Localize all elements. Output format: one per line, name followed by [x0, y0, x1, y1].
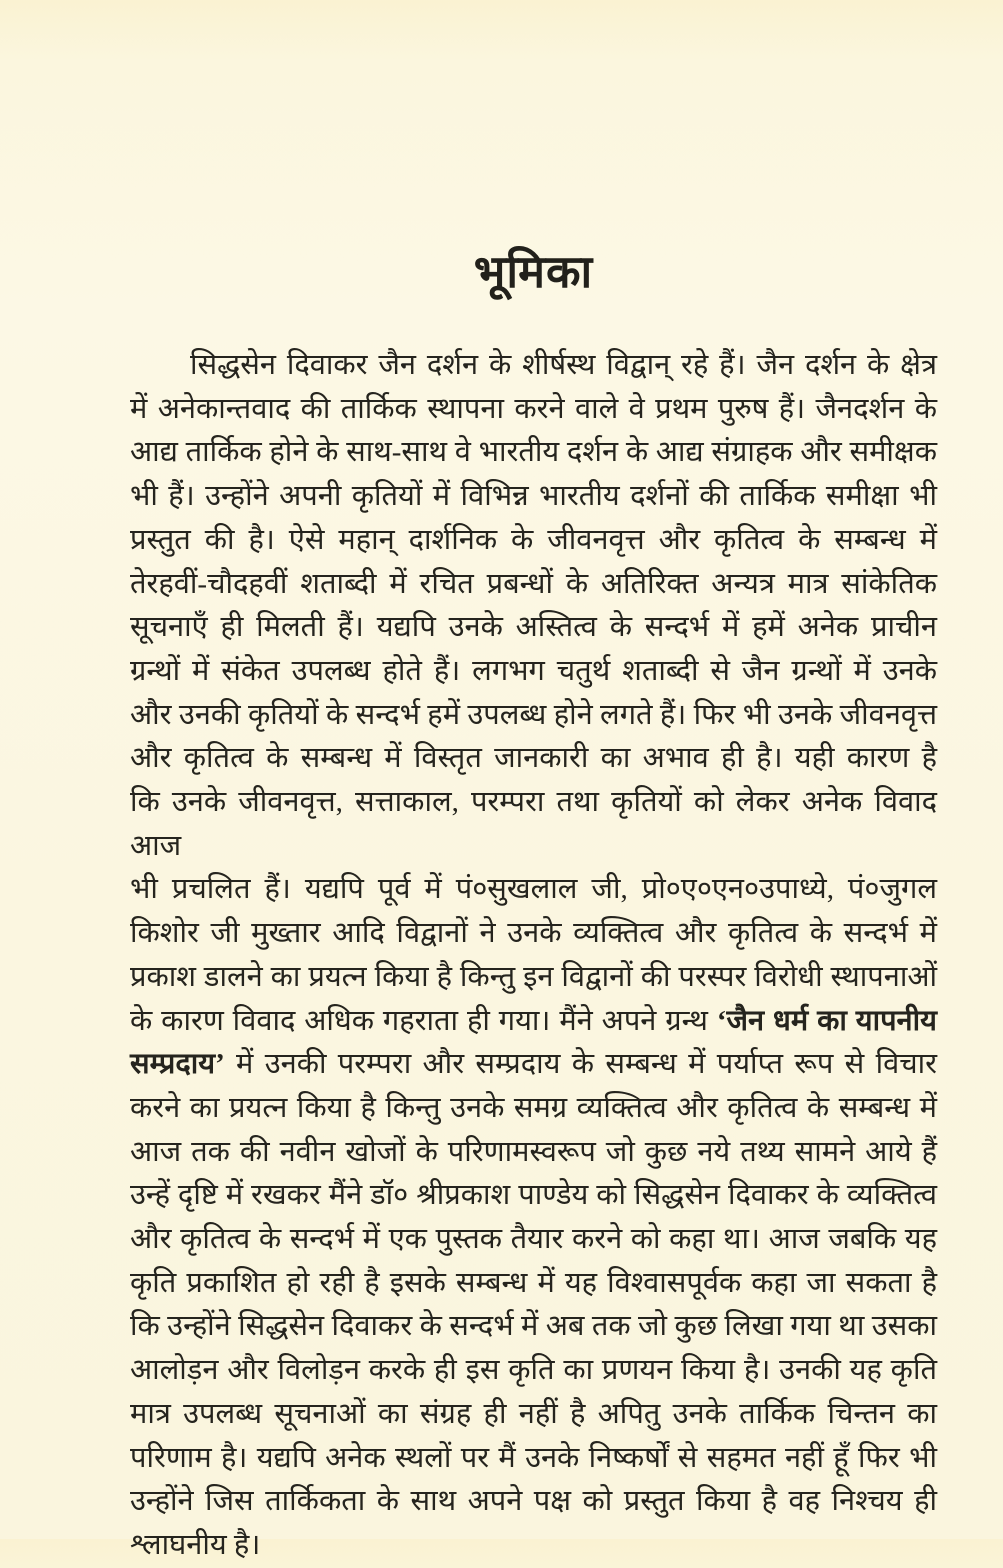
text-segment: किशोर जी मुख्तार आदि विद्वानों ने उनके व्यक्तित्व और कृतित्व के सन्दर्भ में	[130, 917, 937, 950]
text-line	[130, 388, 937, 432]
text-segment: सिद्धसेन दिवाकर जैन दर्शन के शीर्षस्थ विद्वान् रहे हैं। जैन दर्शन के क्षेत्र	[190, 349, 937, 381]
body-text	[130, 344, 937, 1568]
text-line	[130, 563, 937, 607]
text-line	[130, 431, 937, 475]
text-line	[130, 912, 937, 956]
text-line	[130, 650, 937, 694]
text-line	[130, 1218, 937, 1262]
bold-text-segment: सम्प्रदाय’	[130, 1048, 225, 1081]
text-segment: परिणाम है। यद्यपि अनेक स्थलों पर मैं उनके निष्कर्षों से सहमत नहीं हूँ फिर भी	[130, 1441, 937, 1474]
text-segment: भी प्रचलित हैं। यद्यपि पूर्व में पं०सुखलाल जी, प्रो०ए०एन०उपाध्ये, पं०जुगल	[130, 873, 937, 906]
text-segment: और कृतित्व के सन्दर्भ में एक पुस्तक तैयार करने को कहा था। आज जबकि यह	[130, 1223, 937, 1256]
text-segment: करने का प्रयत्न किया है किन्तु उनके समग्र व्यक्तित्व और कृतित्व के सम्बन्ध में	[130, 1091, 937, 1124]
text-line	[130, 1043, 937, 1087]
text-segment: कृति प्रकाशित हो रही है इसके सम्बन्ध में यह विश्वासपूर्वक कहा जा सकता है	[130, 1266, 937, 1299]
text-line	[130, 781, 937, 868]
text-segment: कि उनके जीवनवृत्त, सत्ताकाल, परम्परा तथा कृतियों को लेकर अनेक विवाद आज	[130, 786, 937, 862]
text-segment: सूचनाएँ ही मिलती हैं। यद्यपि उनके अस्तित्व के सन्दर्भ में हमें अनेक प्राचीन	[130, 611, 937, 644]
text-segment: कि उन्होंने सिद्धसेन दिवाकर के सन्दर्भ में अब तक जो कुछ लिखा गया था उसका	[130, 1310, 937, 1343]
text-line	[130, 519, 937, 563]
text-segment: भी हैं। उन्होंने अपनी कृतियों में विभिन्न भारतीय दर्शनों की तार्किक समीक्षा भी	[130, 480, 937, 513]
text-line	[130, 1131, 937, 1175]
text-line	[130, 606, 937, 650]
text-line	[130, 1087, 937, 1131]
text-line	[130, 1174, 937, 1218]
text-line	[130, 1524, 937, 1568]
text-segment: में उनकी परम्परा और सम्प्रदाय के सम्बन्ध में पर्याप्त रूप से विचार	[224, 1048, 937, 1081]
text-line	[130, 1437, 937, 1481]
text-segment: आलोड़न और विलोड़न करके ही इस कृति का प्रणयन किया है। उनकी यह कृति	[130, 1354, 937, 1387]
bold-text-segment: ‘जैन धर्म का यापनीय	[716, 1004, 937, 1037]
text-line	[130, 344, 937, 388]
text-segment: और उनकी कृतियों के सन्दर्भ हमें उपलब्ध होने लगते हैं। फिर भी उनके जीवनवृत्त	[130, 698, 937, 731]
text-segment: ग्रन्थों में संकेत उपलब्ध होते हैं। लगभग चतुर्थ शताब्दी से जैन ग्रन्थों में उनके	[130, 654, 937, 687]
text-segment: प्रस्तुत की है। ऐसे महान् दार्शनिक के जीवनवृत्त और कृतित्व के सम्बन्ध में	[130, 523, 937, 556]
page-title: भूमिका	[473, 247, 594, 297]
text-line	[130, 1480, 937, 1524]
text-segment: आद्य तार्किक होने के साथ-साथ वे भारतीय दर्शन के आद्य संग्राहक और समीक्षक	[130, 436, 937, 469]
text-line	[130, 475, 937, 519]
text-segment: के कारण विवाद अधिक गहराता ही गया। मैंने अपने ग्रन्थ	[130, 1004, 717, 1037]
text-line	[130, 694, 937, 738]
text-line	[130, 956, 937, 1000]
text-segment: और कृतित्व के सम्बन्ध में विस्तृत जानकारी का अभाव ही है। यही कारण है	[130, 742, 937, 775]
text-line	[130, 1262, 937, 1306]
text-segment: तेरहवीं-चौदहवीं शताब्दी में रचित प्रबन्धों के अतिरिक्त अन्यत्र मात्र सांकेतिक	[130, 567, 937, 600]
text-segment: उन्होंने जिस तार्किकता के साथ अपने पक्ष को प्रस्तुत किया है वह निश्चय ही	[130, 1485, 937, 1518]
text-line	[130, 737, 937, 781]
text-line	[130, 1349, 937, 1393]
text-segment: आज तक की नवीन खोजों के परिणामस्वरूप जो कुछ नये तथ्य सामने आये हैं	[130, 1135, 937, 1168]
text-line	[130, 868, 937, 912]
text-segment: में अनेकान्तवाद की तार्किक स्थापना करने वाले वे प्रथम पुरुष हैं। जैनदर्शन के	[130, 392, 937, 425]
text-segment: मात्र उपलब्ध सूचनाओं का संग्रह ही नहीं है अपितु उनके तार्किक चिन्तन का	[130, 1397, 937, 1430]
text-line	[130, 1000, 937, 1044]
text-segment: श्लाघनीय है।	[130, 1528, 261, 1561]
text-segment: उन्हें दृष्टि में रखकर मैंने डॉ० श्रीप्रकाश पाण्डेय को सिद्धसेन दिवाकर के व्यक्तित्व	[130, 1179, 937, 1212]
text-segment: प्रकाश डालने का प्रयत्न किया है किन्तु इन विद्वानों की परस्पर विरोधी स्थापनाओं	[130, 960, 937, 993]
text-line	[130, 1393, 937, 1437]
text-line	[130, 1305, 937, 1349]
